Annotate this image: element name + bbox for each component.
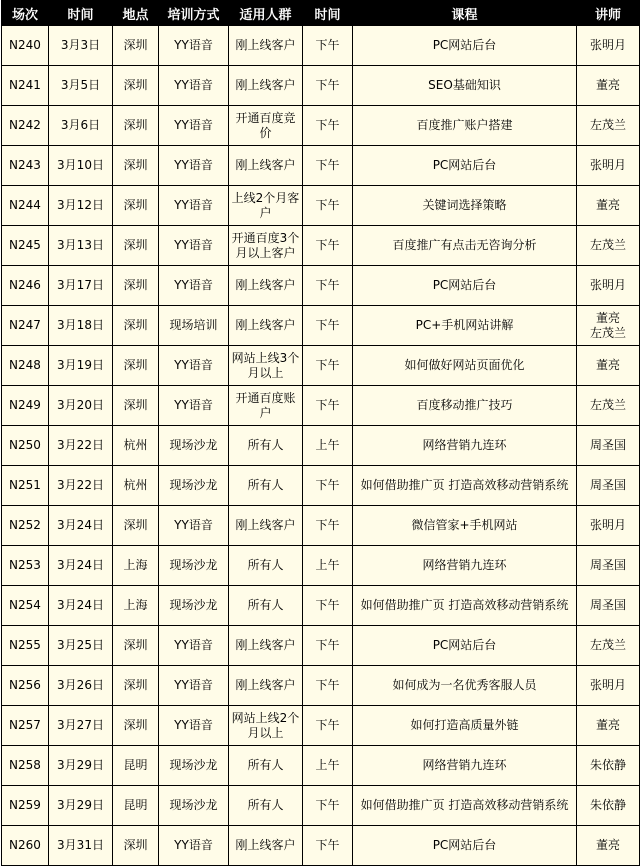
cell-time: 下午 bbox=[303, 66, 353, 106]
cell-training-method: YY语音 bbox=[159, 186, 229, 226]
cell-lecturer: 董亮 bbox=[577, 186, 640, 226]
cell-course: PC网站后台 bbox=[353, 826, 577, 866]
training-schedule-table bbox=[1, 0, 640, 866]
cell-date: 3月29日 bbox=[49, 786, 113, 826]
cell-audience: 所有人 bbox=[229, 466, 303, 506]
cell-location: 昆明 bbox=[113, 786, 159, 826]
cell-location: 深圳 bbox=[113, 506, 159, 546]
cell-lecturer: 朱依静 bbox=[577, 786, 640, 826]
cell-time: 下午 bbox=[303, 786, 353, 826]
header-row bbox=[2, 1, 640, 26]
cell-training-method: YY语音 bbox=[159, 506, 229, 546]
cell-session: N248 bbox=[2, 346, 49, 386]
cell-lecturer: 张明月 bbox=[577, 506, 640, 546]
cell-time: 下午 bbox=[303, 826, 353, 866]
cell-location: 深圳 bbox=[113, 106, 159, 146]
cell-date: 3月31日 bbox=[49, 826, 113, 866]
table-row bbox=[2, 106, 640, 146]
cell-location: 深圳 bbox=[113, 306, 159, 346]
cell-time: 下午 bbox=[303, 666, 353, 706]
cell-session: N258 bbox=[2, 746, 49, 786]
cell-lecturer: 董亮 bbox=[577, 346, 640, 386]
table-row bbox=[2, 386, 640, 426]
cell-training-method: 现场培训 bbox=[159, 306, 229, 346]
cell-date: 3月24日 bbox=[49, 506, 113, 546]
cell-location: 上海 bbox=[113, 546, 159, 586]
table-row bbox=[2, 26, 640, 66]
cell-lecturer: 周圣国 bbox=[577, 466, 640, 506]
table-row bbox=[2, 226, 640, 266]
cell-audience: 开通百度竞价 bbox=[229, 106, 303, 146]
cell-course: SEO基础知识 bbox=[353, 66, 577, 106]
cell-time: 下午 bbox=[303, 186, 353, 226]
cell-date: 3月3日 bbox=[49, 26, 113, 66]
cell-session: N243 bbox=[2, 146, 49, 186]
cell-audience: 刚上线客户 bbox=[229, 626, 303, 666]
cell-lecturer: 周圣国 bbox=[577, 546, 640, 586]
cell-time: 下午 bbox=[303, 146, 353, 186]
table-row bbox=[2, 426, 640, 466]
header-course: 课程 bbox=[353, 1, 577, 26]
cell-time: 上午 bbox=[303, 546, 353, 586]
table-body bbox=[2, 26, 640, 866]
cell-course: 百度推广账户搭建 bbox=[353, 106, 577, 146]
cell-course: 网络营销九连环 bbox=[353, 426, 577, 466]
cell-audience: 网站上线3个月以上 bbox=[229, 346, 303, 386]
cell-course: PC网站后台 bbox=[353, 26, 577, 66]
cell-training-method: YY语音 bbox=[159, 706, 229, 746]
table-row bbox=[2, 146, 640, 186]
cell-session: N249 bbox=[2, 386, 49, 426]
cell-training-method: YY语音 bbox=[159, 26, 229, 66]
cell-lecturer: 周圣国 bbox=[577, 586, 640, 626]
cell-audience: 刚上线客户 bbox=[229, 26, 303, 66]
cell-time: 下午 bbox=[303, 306, 353, 346]
cell-course: 百度推广有点击无咨询分析 bbox=[353, 226, 577, 266]
cell-time: 下午 bbox=[303, 626, 353, 666]
cell-time: 下午 bbox=[303, 26, 353, 66]
cell-location: 深圳 bbox=[113, 706, 159, 746]
cell-session: N247 bbox=[2, 306, 49, 346]
cell-course: PC网站后台 bbox=[353, 266, 577, 306]
cell-time: 下午 bbox=[303, 386, 353, 426]
cell-session: N254 bbox=[2, 586, 49, 626]
cell-course: PC+手机网站讲解 bbox=[353, 306, 577, 346]
cell-training-method: YY语音 bbox=[159, 66, 229, 106]
table-row bbox=[2, 546, 640, 586]
cell-course: 如何做好网站页面优化 bbox=[353, 346, 577, 386]
cell-date: 3月22日 bbox=[49, 466, 113, 506]
cell-time: 下午 bbox=[303, 466, 353, 506]
cell-training-method: YY语音 bbox=[159, 826, 229, 866]
cell-session: N259 bbox=[2, 786, 49, 826]
cell-location: 深圳 bbox=[113, 386, 159, 426]
cell-date: 3月17日 bbox=[49, 266, 113, 306]
cell-date: 3月24日 bbox=[49, 586, 113, 626]
cell-lecturer: 张明月 bbox=[577, 146, 640, 186]
header-date: 时间 bbox=[49, 1, 113, 26]
cell-location: 深圳 bbox=[113, 826, 159, 866]
cell-location: 深圳 bbox=[113, 66, 159, 106]
cell-location: 深圳 bbox=[113, 626, 159, 666]
cell-audience: 刚上线客户 bbox=[229, 826, 303, 866]
cell-session: N253 bbox=[2, 546, 49, 586]
cell-session: N242 bbox=[2, 106, 49, 146]
cell-date: 3月19日 bbox=[49, 346, 113, 386]
cell-date: 3月18日 bbox=[49, 306, 113, 346]
cell-audience: 所有人 bbox=[229, 546, 303, 586]
cell-lecturer: 张明月 bbox=[577, 266, 640, 306]
cell-training-method: YY语音 bbox=[159, 106, 229, 146]
cell-time: 下午 bbox=[303, 586, 353, 626]
cell-time: 上午 bbox=[303, 426, 353, 466]
cell-location: 深圳 bbox=[113, 186, 159, 226]
table-row bbox=[2, 466, 640, 506]
cell-lecturer: 左茂兰 bbox=[577, 106, 640, 146]
table-row bbox=[2, 746, 640, 786]
cell-lecturer: 董亮 左茂兰 bbox=[577, 306, 640, 346]
cell-location: 深圳 bbox=[113, 26, 159, 66]
cell-training-method: 现场沙龙 bbox=[159, 426, 229, 466]
cell-time: 下午 bbox=[303, 106, 353, 146]
cell-session: N240 bbox=[2, 26, 49, 66]
table-row bbox=[2, 706, 640, 746]
cell-course: 网络营销九连环 bbox=[353, 746, 577, 786]
cell-date: 3月29日 bbox=[49, 746, 113, 786]
cell-training-method: 现场沙龙 bbox=[159, 786, 229, 826]
cell-date: 3月6日 bbox=[49, 106, 113, 146]
cell-location: 杭州 bbox=[113, 426, 159, 466]
cell-time: 上午 bbox=[303, 746, 353, 786]
cell-course: 如何借助推广页 打造高效移动营销系统 bbox=[353, 786, 577, 826]
header-lecturer: 讲师 bbox=[577, 1, 640, 26]
cell-lecturer: 董亮 bbox=[577, 66, 640, 106]
cell-course: 微信管家+手机网站 bbox=[353, 506, 577, 546]
cell-session: N255 bbox=[2, 626, 49, 666]
table-row bbox=[2, 826, 640, 866]
cell-date: 3月13日 bbox=[49, 226, 113, 266]
cell-lecturer: 张明月 bbox=[577, 666, 640, 706]
table-row bbox=[2, 626, 640, 666]
cell-training-method: YY语音 bbox=[159, 146, 229, 186]
cell-date: 3月22日 bbox=[49, 426, 113, 466]
cell-session: N257 bbox=[2, 706, 49, 746]
cell-session: N245 bbox=[2, 226, 49, 266]
cell-location: 深圳 bbox=[113, 346, 159, 386]
cell-course: 如何借助推广页 打造高效移动营销系统 bbox=[353, 466, 577, 506]
cell-training-method: 现场沙龙 bbox=[159, 546, 229, 586]
cell-audience: 所有人 bbox=[229, 426, 303, 466]
cell-session: N256 bbox=[2, 666, 49, 706]
cell-audience: 刚上线客户 bbox=[229, 266, 303, 306]
cell-date: 3月20日 bbox=[49, 386, 113, 426]
cell-date: 3月5日 bbox=[49, 66, 113, 106]
cell-training-method: 现场沙龙 bbox=[159, 466, 229, 506]
cell-audience: 刚上线客户 bbox=[229, 506, 303, 546]
cell-session: N246 bbox=[2, 266, 49, 306]
cell-location: 深圳 bbox=[113, 666, 159, 706]
cell-training-method: YY语音 bbox=[159, 626, 229, 666]
cell-location: 昆明 bbox=[113, 746, 159, 786]
table-row bbox=[2, 306, 640, 346]
header-training-method: 培训方式 bbox=[159, 1, 229, 26]
cell-audience: 刚上线客户 bbox=[229, 146, 303, 186]
cell-date: 3月24日 bbox=[49, 546, 113, 586]
cell-location: 杭州 bbox=[113, 466, 159, 506]
table-header bbox=[2, 1, 640, 26]
cell-audience: 所有人 bbox=[229, 746, 303, 786]
cell-audience: 开通百度账户 bbox=[229, 386, 303, 426]
cell-course: 如何借助推广页 打造高效移动营销系统 bbox=[353, 586, 577, 626]
cell-session: N252 bbox=[2, 506, 49, 546]
header-location: 地点 bbox=[113, 1, 159, 26]
cell-training-method: YY语音 bbox=[159, 266, 229, 306]
table-row bbox=[2, 506, 640, 546]
cell-audience: 所有人 bbox=[229, 586, 303, 626]
cell-time: 下午 bbox=[303, 506, 353, 546]
cell-date: 3月26日 bbox=[49, 666, 113, 706]
cell-training-method: 现场沙龙 bbox=[159, 746, 229, 786]
cell-course: 百度移动推广技巧 bbox=[353, 386, 577, 426]
cell-course: 网络营销九连环 bbox=[353, 546, 577, 586]
cell-time: 下午 bbox=[303, 706, 353, 746]
table-row bbox=[2, 186, 640, 226]
cell-audience: 刚上线客户 bbox=[229, 666, 303, 706]
cell-training-method: 现场沙龙 bbox=[159, 586, 229, 626]
cell-training-method: YY语音 bbox=[159, 386, 229, 426]
cell-lecturer: 朱依静 bbox=[577, 746, 640, 786]
cell-date: 3月25日 bbox=[49, 626, 113, 666]
cell-audience: 网站上线2个月以上 bbox=[229, 706, 303, 746]
cell-lecturer: 左茂兰 bbox=[577, 226, 640, 266]
cell-session: N244 bbox=[2, 186, 49, 226]
cell-course: PC网站后台 bbox=[353, 146, 577, 186]
cell-lecturer: 张明月 bbox=[577, 26, 640, 66]
cell-date: 3月27日 bbox=[49, 706, 113, 746]
cell-audience: 刚上线客户 bbox=[229, 66, 303, 106]
cell-lecturer: 董亮 bbox=[577, 826, 640, 866]
cell-lecturer: 董亮 bbox=[577, 706, 640, 746]
cell-session: N241 bbox=[2, 66, 49, 106]
table-row bbox=[2, 346, 640, 386]
cell-training-method: YY语音 bbox=[159, 346, 229, 386]
cell-session: N250 bbox=[2, 426, 49, 466]
cell-course: PC网站后台 bbox=[353, 626, 577, 666]
table-row bbox=[2, 666, 640, 706]
cell-date: 3月10日 bbox=[49, 146, 113, 186]
cell-lecturer: 周圣国 bbox=[577, 426, 640, 466]
header-session: 场次 bbox=[2, 1, 49, 26]
cell-audience: 开通百度3个月以上客户 bbox=[229, 226, 303, 266]
cell-lecturer: 左茂兰 bbox=[577, 626, 640, 666]
cell-course: 如何打造高质量外链 bbox=[353, 706, 577, 746]
cell-session: N251 bbox=[2, 466, 49, 506]
table-row bbox=[2, 266, 640, 306]
cell-training-method: YY语音 bbox=[159, 666, 229, 706]
cell-location: 深圳 bbox=[113, 266, 159, 306]
cell-course: 如何成为一名优秀客服人员 bbox=[353, 666, 577, 706]
cell-location: 深圳 bbox=[113, 146, 159, 186]
cell-training-method: YY语音 bbox=[159, 226, 229, 266]
cell-audience: 上线2个月客户 bbox=[229, 186, 303, 226]
cell-time: 下午 bbox=[303, 266, 353, 306]
cell-audience: 所有人 bbox=[229, 786, 303, 826]
cell-time: 下午 bbox=[303, 346, 353, 386]
cell-location: 深圳 bbox=[113, 226, 159, 266]
cell-session: N260 bbox=[2, 826, 49, 866]
header-time: 时间 bbox=[303, 1, 353, 26]
cell-lecturer: 左茂兰 bbox=[577, 386, 640, 426]
header-audience: 适用人群 bbox=[229, 1, 303, 26]
table-row bbox=[2, 586, 640, 626]
cell-course: 关键词选择策略 bbox=[353, 186, 577, 226]
table-row bbox=[2, 66, 640, 106]
cell-date: 3月12日 bbox=[49, 186, 113, 226]
cell-audience: 刚上线客户 bbox=[229, 306, 303, 346]
cell-time: 下午 bbox=[303, 226, 353, 266]
table-row bbox=[2, 786, 640, 826]
cell-location: 上海 bbox=[113, 586, 159, 626]
